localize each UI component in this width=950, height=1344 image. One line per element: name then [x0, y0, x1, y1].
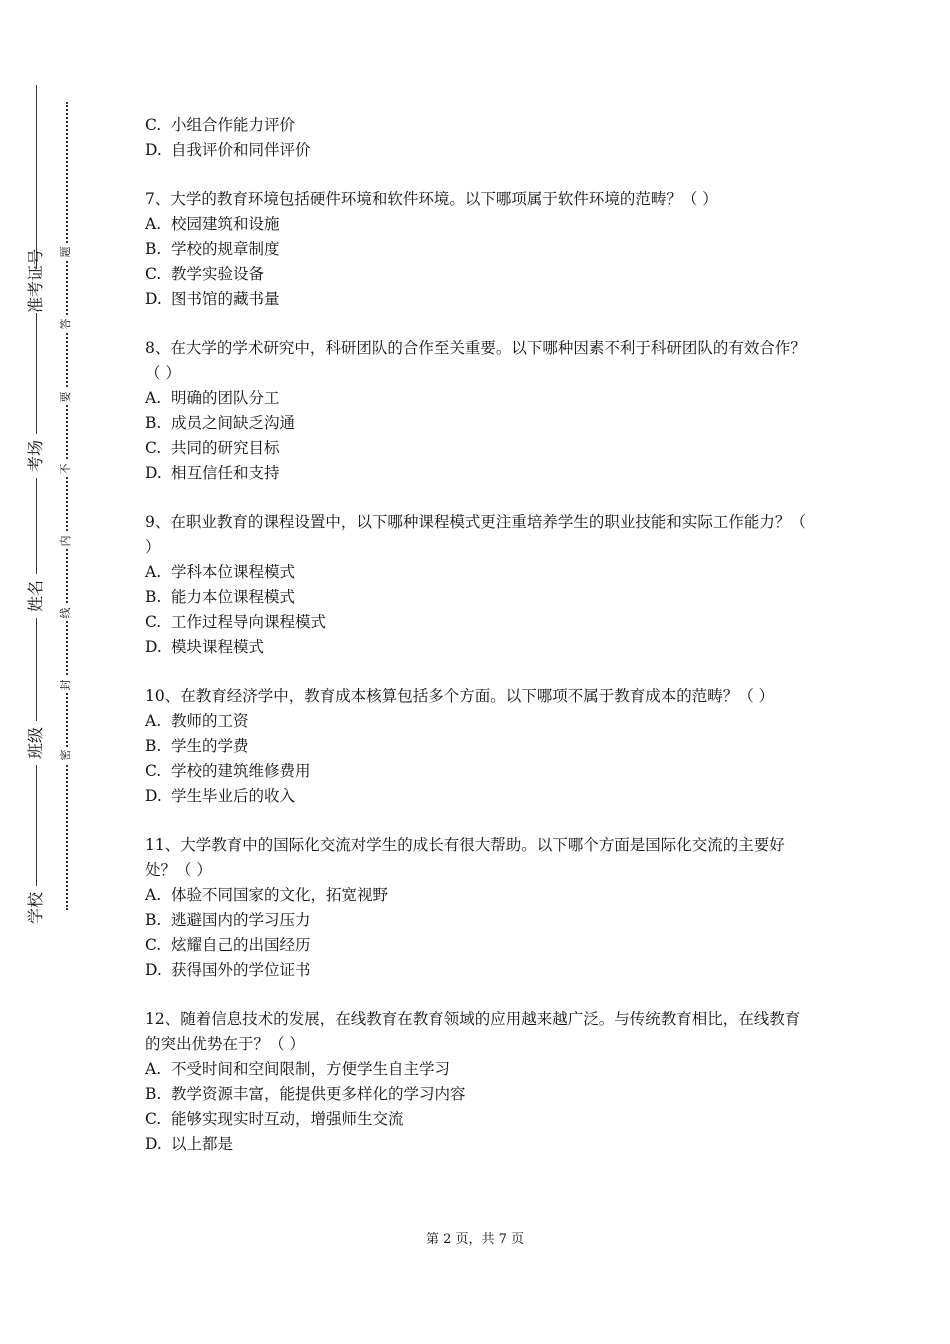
name-label: 姓名: [26, 574, 46, 618]
question-8: [145, 336, 815, 486]
option-d: D. 模块课程模式: [145, 638, 265, 656]
question-stem: 9、在职业教育的课程设置中，以下哪种课程模式更注重培养学生的职业技能和实际工作能力？（ ）: [145, 513, 806, 556]
seal-char: 题: [58, 244, 74, 260]
exam-room-label: 考场: [26, 434, 46, 478]
option-b: B. 成员之间缺乏沟通: [145, 414, 296, 432]
question-6-continued: [145, 113, 815, 163]
binding-solid-line: [36, 85, 37, 930]
option-c: C. 工作过程导向课程模式: [145, 613, 327, 631]
option-b: B. 学校的规章制度: [145, 240, 280, 258]
option-c: C. 小组合作能力评价: [145, 116, 296, 134]
option-b: B. 教学资源丰富，能提供更多样化的学习内容: [145, 1085, 466, 1103]
class-label: 班级: [26, 721, 46, 765]
question-11: [145, 833, 815, 983]
option-a: A. 不受时间和空间限制，方便学生自主学习: [145, 1060, 451, 1078]
school-label: 学校: [26, 886, 46, 930]
seal-char: 要: [58, 389, 74, 405]
question-stem: 8、在大学的学术研究中，科研团队的合作至关重要。以下哪种因素不利于科研团队的有效合作？（ ）: [145, 339, 806, 382]
question-stem: 10、在教育经济学中，教育成本核算包括多个方面。以下哪项不属于教育成本的范畴？（ ）: [145, 687, 775, 705]
exam-number-label: 准考证号: [26, 248, 45, 313]
option-c: C. 炫耀自己的出国经历: [145, 936, 311, 954]
option-c: C. 教学实验设备: [145, 265, 265, 283]
binding-margin: [0, 0, 90, 1344]
question-list: [145, 113, 815, 1181]
option-d: D. 图书馆的藏书量: [145, 290, 280, 308]
option-d: D. 学生毕业后的收入: [145, 787, 296, 805]
question-10: [145, 684, 815, 809]
option-d: D. 相互信任和支持: [145, 464, 280, 482]
seal-char: 不: [58, 461, 74, 477]
seal-char: 答: [58, 316, 74, 332]
page-number-footer: 第 2 页，共 7 页: [425, 1232, 525, 1247]
option-a: A. 教师的工资: [145, 712, 249, 730]
seal-char: 封: [58, 677, 74, 693]
option-a: A. 校园建筑和设施: [145, 215, 280, 233]
option-c: C. 能够实现实时互动，增强师生交流: [145, 1110, 404, 1128]
option-a: A. 体验不同国家的文化，拓宽视野: [145, 886, 389, 904]
option-c: C. 共同的研究目标: [145, 439, 280, 457]
seal-char: 密: [58, 747, 74, 763]
question-9: [145, 510, 815, 660]
option-a: A. 明确的团队分工: [145, 389, 280, 407]
option-b: B. 学生的学费: [145, 737, 249, 755]
seal-char: 线: [58, 605, 74, 621]
option-b: B. 能力本位课程模式: [145, 588, 296, 606]
option-c: C. 学校的建筑维修费用: [145, 762, 311, 780]
option-b: B. 逃避国内的学习压力: [145, 911, 311, 929]
question-7: [145, 187, 815, 312]
option-a: A. 学科本位课程模式: [145, 563, 296, 581]
question-stem: 12、随着信息技术的发展，在线教育在教育领域的应用越来越广泛。与传统教育相比，在线教育的突出优势在于？（ ）: [145, 1010, 801, 1053]
option-d: D. 获得国外的学位证书: [145, 961, 311, 979]
question-stem: 7、大学的教育环境包括硬件环境和软件环境。以下哪项属于软件环境的范畴？（ ）: [145, 190, 718, 208]
option-d: D. 自我评价和同伴评价: [145, 141, 311, 159]
question-12: [145, 1007, 815, 1157]
question-stem: 11、大学教育中的国际化交流对学生的成长有很大帮助。以下哪个方面是国际化交流的主要好处？（ ）: [145, 836, 785, 879]
seal-dotted-line: [66, 102, 68, 910]
seal-char: 内: [58, 533, 74, 549]
option-d: D. 以上都是: [145, 1135, 234, 1153]
